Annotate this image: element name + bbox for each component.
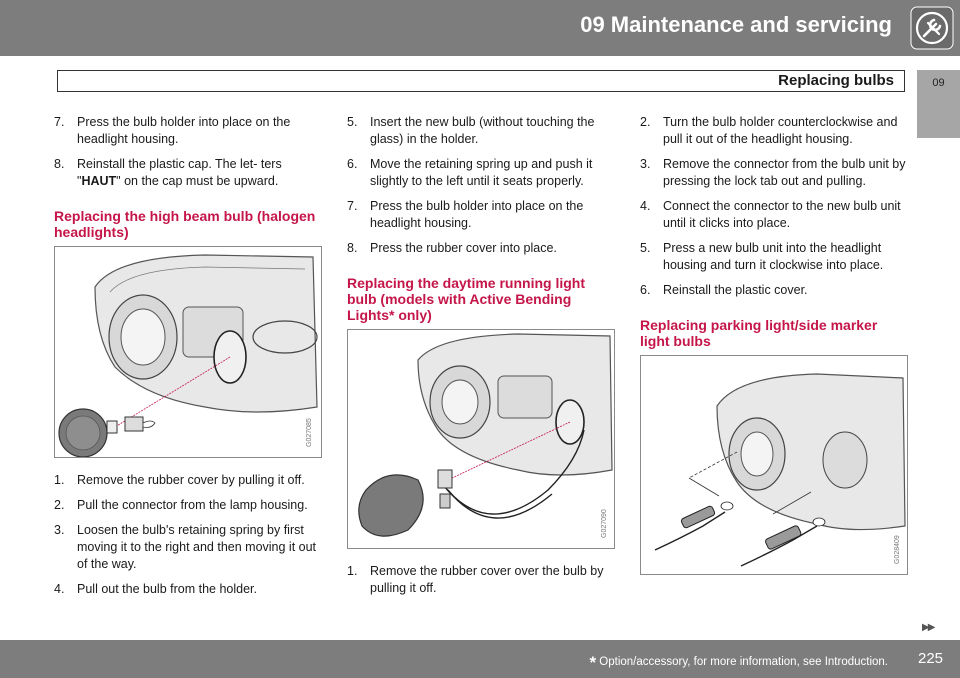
step-number: 7. [347,199,358,213]
instruction-step [640,114,908,148]
column-3 [640,114,908,589]
step-number: 8. [54,157,65,171]
step-text: Press the rubber cover into place. [370,241,557,255]
instruction-step [640,240,908,274]
drl-illustration [348,330,615,549]
instruction-step [640,198,908,232]
instruction-step [54,497,322,514]
instruction-step [347,240,615,257]
instruction-step [54,156,322,190]
step-text-before: Reinstall the plastic cap. The let- ters " [77,157,282,188]
step-number: 4. [54,582,65,596]
instruction-step [54,522,322,573]
step-text: Press the bulb holder into place on the headlight housing. [370,199,584,230]
chapter-side-tab [917,70,960,138]
figure-code: G028409 [894,535,901,564]
column-2 [347,114,615,605]
step-text: Press a new bulb unit into the headlight housing and turn it clockwise into place. [663,241,884,272]
double-chevron-right-icon: ▶▶ [922,622,934,633]
step-text: Turn the bulb holder counterclockwise and pull it out of the headlight housing. [663,115,898,146]
instruction-step [54,581,322,598]
instruction-step [347,198,615,232]
section-heading-high-beam: Replacing the high beam bulb (halogen headlights) [54,208,316,240]
instruction-step [640,156,908,190]
section-title-bar [57,70,905,92]
instruction-step [347,563,615,597]
figure-high-beam-headlight [54,246,322,458]
instruction-step [640,282,908,299]
wrench-screwdriver-icon [910,6,954,50]
instruction-step [347,114,615,148]
headlight-illustration [55,247,322,458]
step-text: Press the bulb holder into place on the headlight housing. [77,115,291,146]
step-text: Insert the new bulb (without touching the glass) in the holder. [370,115,595,146]
step-number: 6. [347,157,358,171]
parking-light-illustration [641,356,908,575]
instruction-step [54,114,322,148]
step-text: Pull out the bulb from the holder. [77,582,257,596]
footer-bar [0,640,960,678]
step-text: Loosen the bulb's retaining spring by first moving it to the right and then moving it out of the way. [77,523,317,571]
step-number: 2. [640,115,651,129]
step-number: 8. [347,241,358,255]
step-text: Reinstall the plastic cover. [663,283,808,297]
step-number: 7. [54,115,65,129]
step-text-bold: HAUT [81,174,117,188]
figure-code: G027090 [601,509,608,538]
page-number: 225 [918,650,944,667]
step-number: 1. [54,473,65,487]
chapter-title: 09 Maintenance and servicing [580,12,892,37]
step-number: 5. [640,241,651,255]
figure-parking-light [640,355,908,575]
step-number: 3. [54,523,65,537]
footnote-text: Option/accessory, for more information, see Introduction. [599,656,888,668]
step-text: Remove the connector from the bulb unit by pressing the lock tab out and pulling. [663,157,906,188]
section-heading-daytime-running-light: Replacing the daytime running light bulb (models with Active Bending Lights* only) [347,275,586,323]
step-number: 6. [640,283,651,297]
step-text [77,156,322,190]
step-number: 3. [640,157,651,171]
step-number: 5. [347,115,358,129]
figure-daytime-running-light [347,329,615,549]
step-text: Remove the rubber cover over the bulb by pulling it off. [370,564,604,595]
chapter-side-tab-label: 09 [932,77,945,89]
step-text: Pull the connector from the lamp housing. [77,498,308,512]
column-1 [54,114,322,606]
step-text: Move the retaining spring up and push it slightly to the left until it seats properly. [370,157,593,188]
step-number: 2. [54,498,65,512]
section-heading-parking-light: Replacing parking light/side marker light bulbs [640,317,878,349]
instruction-step [54,472,322,489]
step-text: Connect the connector to the new bulb unit until it clicks into place. [663,199,901,230]
step-text-after: " on the cap must be upward. [116,174,279,188]
step-text: Remove the rubber cover by pulling it off. [77,473,305,487]
step-number: 1. [347,564,358,578]
header-bar [0,0,960,56]
footnote-star: * [589,653,597,672]
footnote [589,653,888,673]
step-number: 4. [640,199,651,213]
section-title: Replacing bulbs [778,72,894,89]
figure-code: G027085 [306,418,313,447]
instruction-step [347,156,615,190]
